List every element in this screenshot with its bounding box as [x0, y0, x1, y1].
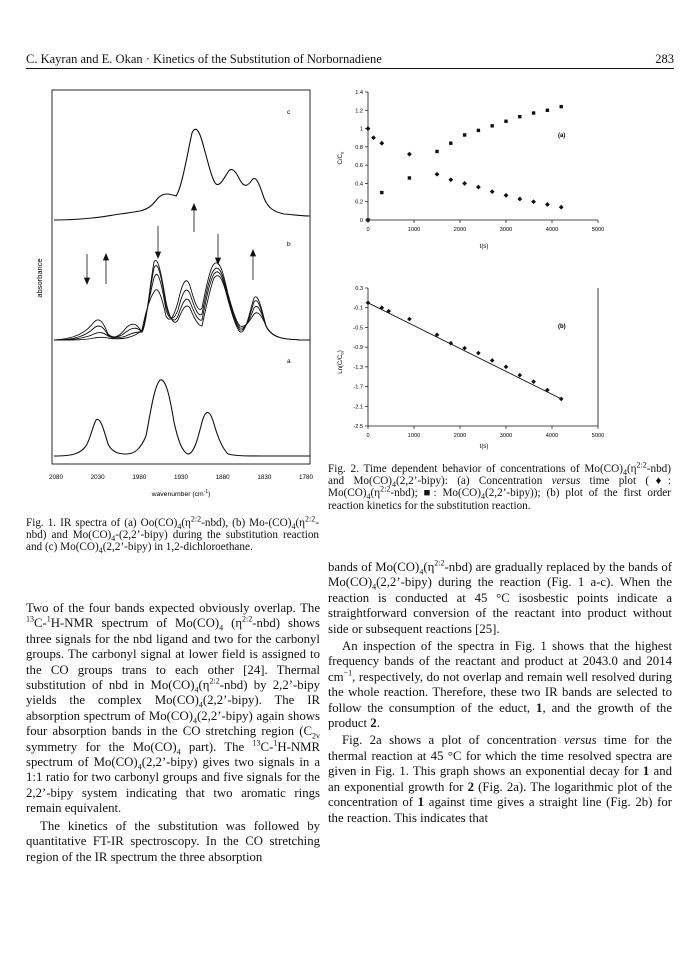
running-header	[26, 52, 674, 72]
arrow-head	[156, 252, 161, 258]
fig1-ylabel: absorbance	[35, 258, 44, 298]
arrow-head	[192, 204, 197, 210]
square-point	[435, 150, 438, 153]
diamond-point	[476, 351, 481, 356]
diamond-point	[504, 193, 509, 198]
arrow-head	[85, 278, 90, 284]
diamond-point	[462, 181, 467, 186]
fig1-xlabel: wavenumber $(cm^{-1})$	[151, 489, 211, 498]
spectrum-trace-b1	[54, 260, 310, 340]
xtick-label: 4000	[545, 433, 559, 439]
ytick-label: 0.8	[355, 144, 363, 151]
ytick-label: -0.9	[353, 345, 363, 352]
right-column-text	[328, 560, 672, 826]
left-paragraph-2: The kinetics of the substitution was followed by quantitative FT-IR spectroscopy. In the CO stretching region of the IR spectrum the three absorption	[26, 818, 320, 864]
spectrum-trace-a	[54, 380, 310, 456]
left-paragraph-1: Two of the four bands expected obviously overlap. The $^{13}$C-$^1$H-NMR spectrum of $Mo(CO)_4$ $(\eta^{2:2}-nbd)$ shows three signals for the nbd ligand and two for the carbonyl groups. The carbonyl signal at lower field is assigned to the CO groups trans to each other [24]. Thermal substitution of nbd in $Mo(CO)_4(\eta^{2:2}-nbd)$ by 2,2’-bipy yields the complex $Mo(CO)_4(2,2’-bipy)$. The IR absorption spectrum of $Mo(CO)_4(2,2’-bipy)$ again shows four absorption bands in the CO stretching region ($C_{2v}$ symmetry for the $Mo(CO)_4$ part). The $^{13}$C-$^1$H-NMR spectrum of $Mo(CO)_4(2,2’-bipy)$ gives two signals in a 1:1 ratio for two carbonyl groups and five signals for the 2,2’-bipy system indicating that two aromatic rings remain equivalent.	[26, 601, 320, 816]
panel-b-xlabel: t(s)	[479, 444, 489, 450]
chart-panel-b	[338, 286, 604, 450]
panel-b-yticks	[353, 286, 368, 430]
fig1-xticks	[49, 474, 314, 481]
left-column-text	[26, 601, 320, 865]
ytick-label: 1	[359, 126, 363, 133]
fig1-xtick-label: 2080	[48, 474, 64, 481]
panel-a-ylabel: $C/C_o$	[338, 151, 345, 165]
right-paragraph-1: bands of $Mo(CO)_4(\eta^{2:2}-nbd)$ are gradually replaced by the bands of $Mo(CO)_4(2,2’-bipy)$ during the reaction (Fig. 1 a-c). When the reaction is conducted at 45 °C isosbestic points indicate a straightforward conversion of the reactant into product without side or subsequent reactions [25].	[328, 558, 673, 636]
spectrum-trace-b2	[54, 266, 310, 340]
xtick-label: 3000	[499, 227, 513, 233]
figure-2-kinetics-plots	[328, 80, 668, 460]
xtick-label: 0	[366, 227, 370, 233]
panel-a-yticks	[355, 90, 368, 224]
diamond-point	[366, 300, 371, 305]
arrow-head	[104, 254, 109, 260]
right-paragraph-3: Fig. 2a shows a plot of concentration versus time for the thermal reaction at 45 °C for which the time resolved spectra are given in Fig. 1. This graph shows an exponential decay for 1 and an exponential growth for 2 (Fig. 2a). The logarithmic plot of the concentration of 1 against time gives a straight line (Fig. 2b) for the reaction. This indicates that	[328, 733, 672, 825]
fig1-xtick-label: 1830	[257, 474, 272, 481]
running-title: C. Kayran and E. Okan · Kinetics of the Substitution of Norbornadiene	[26, 52, 382, 66]
diamond-point	[379, 141, 384, 146]
square-point	[546, 109, 549, 112]
figure-2-caption: Fig. 2. Time dependent behavior of concentrations of $Mo(CO)_4(\eta^{2:2}-nbd)$ and $Mo(CO)_4(2,2’-bipy)$: (a) Concentration versus time plot (♦: $Mo(CO)_4(\eta^{2:2}-nbd)$; ■: $Mo(CO)_4(2,2’-bipy)$); (b) plot of the first order reaction kinetics for the substitution reaction.	[328, 460, 671, 512]
diamond-point	[407, 317, 412, 322]
diamond-point	[490, 189, 495, 194]
trace-label-b: b	[287, 241, 291, 248]
panel-b-ylabel: $Ln(C/C_o)$	[338, 350, 345, 374]
ytick-label: 1.2	[355, 108, 363, 115]
square-point	[366, 218, 369, 221]
diamond-point	[448, 177, 453, 182]
figure-1-ir-spectra	[34, 88, 324, 508]
trace-label-a: a	[287, 358, 291, 365]
ytick-label: 0.4	[355, 181, 363, 188]
fig1-frame	[52, 90, 310, 464]
square-point	[477, 129, 480, 132]
ytick-label: 1.4	[355, 90, 363, 96]
diamond-point	[435, 172, 440, 177]
panel-a-xticks	[366, 220, 604, 233]
chart-panel-a	[338, 90, 604, 250]
diamond-point	[490, 358, 495, 363]
fig1-xtick-label: 1930	[173, 474, 189, 481]
diamond-point	[531, 379, 536, 384]
ytick-label: 0.2	[355, 199, 363, 206]
spectrum-trace-b-group	[54, 260, 310, 340]
ytick-label: -2.5	[353, 424, 363, 430]
panel-a-points	[366, 105, 564, 222]
square-point	[449, 142, 452, 145]
page-number: 283	[655, 52, 674, 66]
figure-1-caption: Fig. 1. IR spectra of (a) $Oo(CO)_4(\eta^{2:2}-nbd)$, (b) $Mo-(CO)_4(\eta^{2:2}-nbd)$ and $Mo(CO)_4-(2,2’-bipy)$ during the substitution reaction and (c) $Mo(CO)_4(2,2’-bipy)$ in 1,2-dichloroethane.	[26, 514, 320, 556]
ytick-label: -1.3	[353, 364, 363, 371]
xtick-label: 3000	[499, 433, 513, 439]
xtick-label: 1000	[407, 433, 421, 439]
square-point	[491, 124, 494, 127]
fig1-xtick-label: 2030	[90, 474, 105, 481]
panel-b-xticks	[366, 426, 604, 439]
panel-a-xlabel: t(s)	[479, 244, 489, 250]
xtick-label: 5000	[591, 433, 605, 439]
square-point	[518, 115, 521, 118]
diamond-point	[531, 199, 536, 204]
ytick-label: -0.1	[353, 305, 363, 312]
square-point	[532, 111, 535, 114]
diamond-point	[559, 205, 564, 210]
xtick-label: 4000	[545, 227, 559, 233]
ytick-label: 0.3	[355, 286, 363, 292]
fig1-xtick-label: 1880	[215, 474, 230, 481]
spectrum-trace-b4	[54, 263, 310, 340]
diamond-point	[504, 365, 509, 370]
diamond-point	[407, 152, 412, 157]
diamond-point	[366, 126, 371, 131]
xtick-label: 2000	[453, 227, 467, 233]
square-point	[463, 133, 466, 136]
diamond-point	[518, 373, 523, 378]
ytick-label: -2.1	[353, 404, 363, 411]
diamond-point	[545, 202, 550, 207]
diamond-point	[371, 135, 376, 140]
xtick-label: 5000	[591, 227, 605, 233]
ytick-label: -0.5	[353, 325, 363, 332]
panel-a-label: (a)	[558, 133, 566, 139]
header-rule	[26, 68, 674, 69]
xtick-label: 1000	[407, 227, 421, 233]
trace-label-c: c	[287, 109, 291, 116]
square-point	[560, 105, 563, 108]
square-point	[380, 191, 383, 194]
xtick-label: 0	[366, 433, 370, 439]
diamond-point	[476, 185, 481, 190]
ytick-label: 0.6	[355, 163, 363, 170]
square-point	[504, 120, 507, 123]
ytick-label: -1.7	[353, 384, 363, 391]
xtick-label: 2000	[453, 433, 467, 439]
spectrum-trace-c	[54, 129, 310, 220]
fig1-xtick-label: 1780	[298, 474, 314, 481]
panel-b-fit-line	[368, 303, 561, 399]
panel-b-label: (b)	[558, 324, 566, 330]
fig1-xtick-label: 1980	[132, 474, 147, 481]
square-point	[408, 176, 411, 179]
ytick-label: 0	[359, 218, 363, 224]
diamond-point	[517, 197, 522, 202]
diamond-point	[559, 397, 564, 402]
arrow-head	[251, 250, 256, 256]
right-paragraph-2: An inspection of the spectra in Fig. 1 shows that the highest frequency bands of the reactant and product at 2043.0 and 2014 $cm^{-1}$, respectively, do not overlap and remain well resolved during the whole reaction. Therefore, these two IR bands are selected to follow the consumption of the educt, 1, and the growth of the product 2.	[328, 639, 673, 731]
